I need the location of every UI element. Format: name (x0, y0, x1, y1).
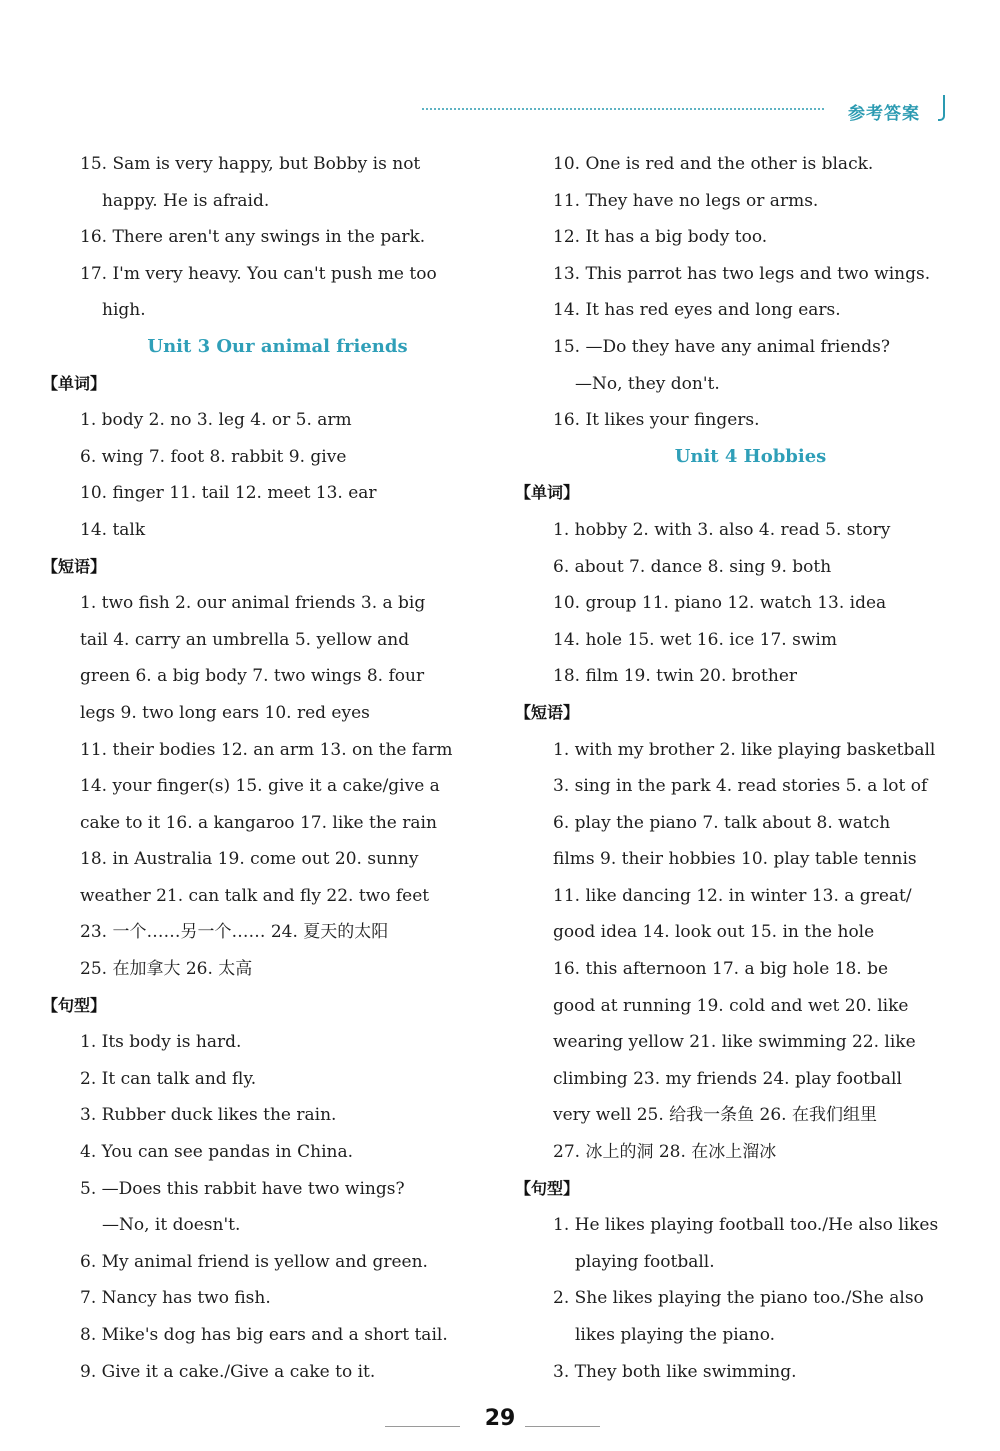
answer-line-continued: happy. He is afraid. (102, 190, 270, 211)
right-column (515, 146, 948, 1390)
answer-line: climbing 23. my friends 24. play football (553, 1068, 902, 1089)
page-number: 29 (484, 1406, 516, 1431)
answer-line: 15. Sam is very happy, but Bobby is not (80, 154, 421, 174)
answer-line: 17. I'm very heavy. You can't push me too (80, 263, 437, 284)
answer-line: 2. She likes playing the piano too./She also (553, 1288, 924, 1309)
answer-line: 16. There aren't any swings in the park. (80, 227, 426, 248)
answer-line: 13. This parrot has two legs and two wings. (553, 263, 931, 284)
answer-line: green 6. a big body 7. two wings 8. four (80, 666, 425, 687)
answer-line: wearing yellow 21. like swimming 22. like (553, 1032, 916, 1053)
answer-line: 6. about 7. dance 8. sing 9. both (553, 556, 832, 577)
answer-line-continued: —No, they don't. (575, 373, 720, 394)
answer-line: 11. like dancing 12. in winter 13. a great/ (553, 885, 912, 906)
answer-line: 7. Nancy has two fish. (80, 1288, 271, 1309)
header-answer-key-label: 参考答案 (848, 104, 920, 124)
answer-line: 1. Its body is hard. (80, 1032, 242, 1053)
answer-line: 8. Mike's dog has big ears and a short tail. (80, 1325, 448, 1345)
answer-line: weather 21. can talk and fly 22. two feet (80, 885, 430, 906)
answer-line: cake to it 16. a kangaroo 17. like the rain (80, 812, 437, 833)
answer-line: 25. 在加拿大 26. 太高 (80, 959, 253, 980)
answer-line: 11. They have no legs or arms. (553, 190, 819, 211)
answer-line: 1. with my brother 2. like playing basketball (553, 739, 936, 760)
answer-line: 15. —Do they have any animal friends? (553, 336, 891, 357)
answer-line: 10. One is red and the other is black. (553, 154, 874, 174)
answer-line: 3. Rubber duck likes the rain. (80, 1105, 337, 1126)
answer-line: legs 9. two long ears 10. red eyes (80, 702, 370, 723)
answer-line: 27. 冰上的洞 28. 在冰上溜冰 (553, 1142, 777, 1163)
answer-line: 6. wing 7. foot 8. rabbit 9. give (80, 446, 347, 467)
unit-heading: Unit 3 Our animal friends (147, 335, 408, 357)
answer-line: 1. He likes playing football too./He also likes (553, 1215, 939, 1236)
answer-line: 14. hole 15. wet 16. ice 17. swim (553, 629, 837, 650)
section-heading: 【单词】 (42, 373, 107, 393)
answer-line: 6. My animal friend is yellow and green. (80, 1251, 428, 1272)
answer-line: 12. It has a big body too. (553, 227, 768, 248)
answer-line: 3. They both like swimming. (553, 1361, 797, 1382)
answer-line: 18. in Australia 19. come out 20. sunny (80, 849, 419, 870)
answer-line: 4. You can see pandas in China. (80, 1142, 353, 1163)
answer-line: 10. finger 11. tail 12. meet 13. ear (80, 483, 377, 504)
section-heading: 【短语】 (515, 702, 580, 722)
answer-line: 5. —Does this rabbit have two wings? (80, 1178, 405, 1199)
header-rule (422, 108, 824, 110)
answer-line: 1. hobby 2. with 3. also 4. read 5. story (553, 519, 891, 540)
answer-line: 2. It can talk and fly. (80, 1068, 257, 1089)
answer-line: 9. Give it a cake./Give a cake to it. (80, 1361, 376, 1382)
answer-line: 1. body 2. no 3. leg 4. or 5. arm (80, 410, 352, 431)
answer-line-continued: playing football. (575, 1251, 715, 1272)
answer-line: 6. play the piano 7. talk about 8. watch (553, 812, 891, 833)
answer-line: 3. sing in the park 4. read stories 5. a lot of (553, 776, 928, 797)
answer-line: 10. group 11. piano 12. watch 13. idea (553, 593, 887, 614)
answer-line: 16. It likes your fingers. (553, 410, 760, 431)
footer-rule-right (525, 1426, 600, 1427)
answer-line: 14. your finger(s) 15. give it a cake/give a (80, 776, 440, 797)
section-heading: 【短语】 (42, 556, 107, 576)
answer-line: 1. two fish 2. our animal friends 3. a big (80, 593, 426, 614)
answer-line: 16. this afternoon 17. a big hole 18. be (553, 959, 889, 980)
answer-line: 18. film 19. twin 20. brother (553, 666, 798, 687)
answer-line: tail 4. carry an umbrella 5. yellow and (80, 629, 410, 650)
answer-line: good idea 14. look out 15. in the hole (553, 922, 875, 943)
section-heading: 【单词】 (515, 483, 580, 503)
unit-heading: Unit 4 Hobbies (674, 445, 827, 467)
section-heading: 【句型】 (515, 1178, 580, 1198)
section-heading: 【句型】 (42, 995, 107, 1015)
answer-line-continued: high. (102, 300, 146, 321)
answer-line: good at running 19. cold and wet 20. like (553, 995, 909, 1016)
answer-line: 11. their bodies 12. an arm 13. on the farm (80, 739, 453, 760)
answer-line: 14. It has red eyes and long ears. (553, 300, 841, 321)
left-column (42, 146, 475, 1390)
answer-line: 23. 一个……另一个…… 24. 夏天的太阳 (80, 922, 389, 943)
answer-line-continued: —No, it doesn't. (102, 1215, 241, 1236)
answer-line-continued: likes playing the piano. (575, 1325, 776, 1345)
answer-line: films 9. their hobbies 10. play table tennis (553, 849, 917, 870)
answer-line: very well 25. 给我一条鱼 26. 在我们组里 (553, 1105, 877, 1126)
answer-line: 14. talk (80, 519, 146, 540)
header-bracket-mark (938, 95, 945, 121)
